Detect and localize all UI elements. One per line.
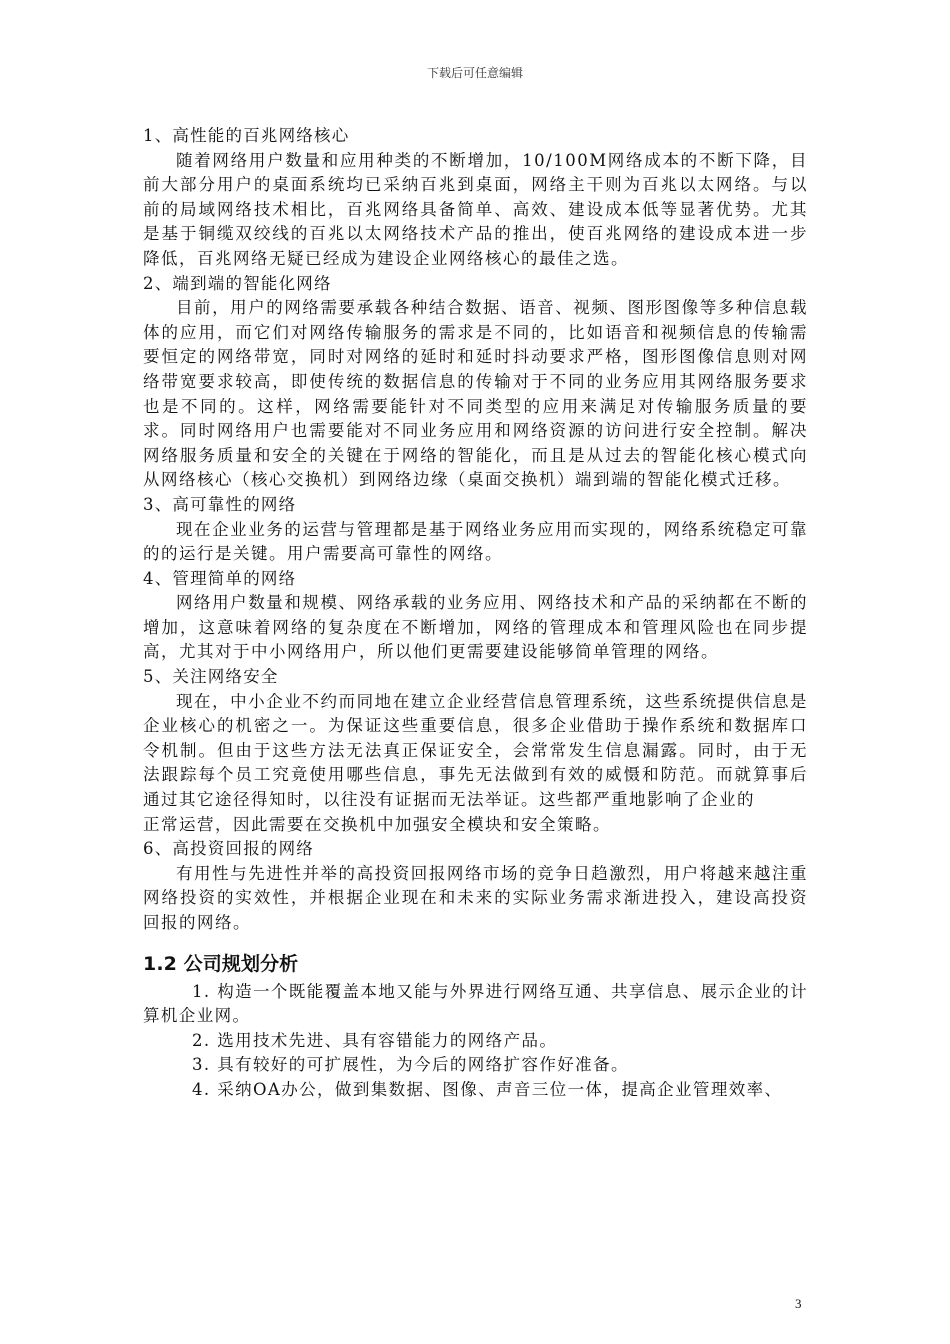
planning-item-3: 3. 具有较好的可扩展性，为今后的网络扩容作好准备。 xyxy=(192,1055,629,1075)
section-paragraph-3: 现在企业业务的运营与管理都是基于网络业务应用而实现的，网络系统稳定可靠的的运行是关键。用户需要高可靠性的网络。 xyxy=(143,519,808,564)
page-number: 3 xyxy=(795,1296,802,1311)
section-paragraph-5: 现在，中小企业不约而同地在建立企业经营信息管理系统，这些系统提供信息是企业核心的机密之一。为保证这些重要信息，很多企业借助于操作系统和数据库口令机制。但由于这些方法无法真正保证安全，会常常发生信息漏露。同时，由于无法跟踪每个员工究竟使用哪些信息，事先无法做到有效的威慑和防范。而就算事后通过其它途径得知时，以往没有证据而无法举证。这些都严重地影响了企业的 xyxy=(143,691,808,810)
section-title-6: 6、高投资回报的网络 xyxy=(143,839,314,859)
section-paragraph-4: 网络用户数量和规模、网络承载的业务应用、网络技术和产品的采纳都在不断的增加，这意味着网络的复杂度在不断增加，网络的管理成本和管理风险也在同步提高，尤其对于中小网络用户，所以他们更需要建设能够简单管理的网络。 xyxy=(143,593,808,662)
section-title-1: 1、高性能的百兆网络核心 xyxy=(143,126,350,145)
section-title-2: 2、端到端的智能化网络 xyxy=(143,273,332,293)
section-title-3: 3、高可靠性的网络 xyxy=(143,494,297,514)
planning-heading: 1.2 公司规划分析 xyxy=(143,952,299,975)
document-body xyxy=(143,124,808,1103)
section-title-4: 4、管理简单的网络 xyxy=(143,568,297,588)
section-paragraph-1: 随着网络用户数量和应用种类的不断增加，10/100M网络成本的不断下降，目前大部分用户的桌面系统均已采纳百兆到桌面，网络主干则为百兆以太网络。与以前的局域网络技术相比，百兆网络具备简单、高效、建设成本低等显著优势。尤其是基于铜缆双绞线的百兆以太网络技术产品的推出，使百兆网络的建设成本进一步降低，百兆网络无疑已经成为建设企业网络核心的最佳之选。 xyxy=(143,150,808,268)
section-paragraph-5-continued: 正常运营，因此需要在交换机中加强安全模块和安全策略。 xyxy=(143,814,611,834)
page-header: 下载后可任意编辑 xyxy=(426,66,523,80)
planning-item-4: 4. 采纳OA办公，做到集数据、图像、声音三位一体，提高企业管理效率、 xyxy=(192,1079,783,1099)
planning-item-1: 1. 构造一个既能覆盖本地又能与外界进行网络互通、共享信息、展示企业的计算机企业网。 xyxy=(143,981,808,1026)
section-paragraph-6: 有用性与先进性并举的高投资回报网络市场的竞争日趋激烈，用户将越来越注重网络投资的实效性，并根据企业现在和未来的实际业务需求渐进投入，建设高投资回报的网络。 xyxy=(143,863,808,932)
planning-item-2: 2. 选用技术先进、具有容错能力的网络产品。 xyxy=(192,1030,558,1050)
section-paragraph-2: 目前，用户的网络需要承载各种结合数据、语音、视频、图形图像等多种信息载体的应用，而它们对网络传输服务的需求是不同的，比如语音和视频信息的传输需要恒定的网络带宽，同时对网络的延时和延时抖动要求严格，图形图像信息则对网络带宽要求较高，即使传统的数据信息的传输对于不同的业务应用其网络服务要求也是不同的。这样，网络需要能针对不同类型的应用来满足对传输服务质量的要求。同时网络用户也需要能对不同业务应用和网络资源的访问进行安全控制。解决网络服务质量和安全的关键在于网络的智能化，而且是从过去的智能化核心模式向从网络核心（核心交换机）到网络边缘（桌面交换机）端到端的智能化模式迁移。 xyxy=(143,298,808,490)
section-title-5: 5、关注网络安全 xyxy=(143,667,279,687)
